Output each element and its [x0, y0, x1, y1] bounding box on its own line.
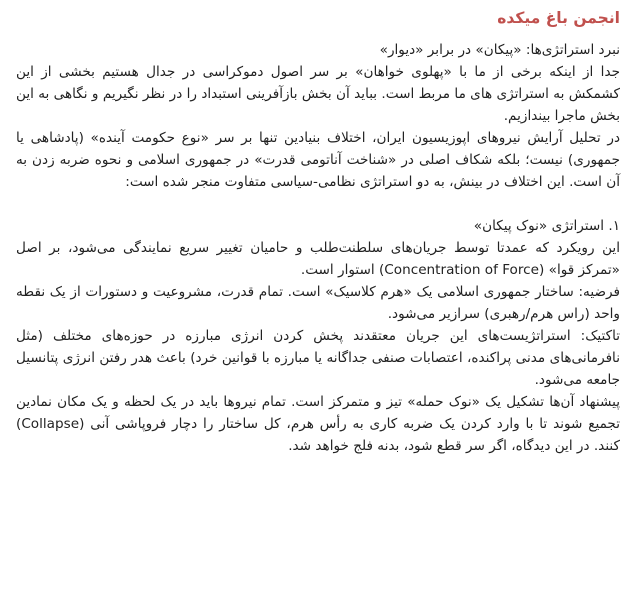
intro-heading: نبرد استراتژی‌ها: «پیکان» در برابر «دیوار» [379, 42, 620, 58]
intro-paragraph-2: در تحلیل آرایش نیروهای اپوزیسیون ایران، اختلاف بنیادین تنها بر سر «نوع حکومت آینده» (پادشاهی یا جمهوری) نیست؛ بلکه شکاف اصلی در «شناخت آناتومی قدرت» در جمهوری اسلامی و نحوه ضربه زدن به آن است. این اختلاف در بینش، به دو استراتژی نظامی-سیاسی متفاوت منجر شده است: [16, 130, 620, 190]
section-1-paragraph: این رویکرد که عمدتا توسط جریان‌های سلطنت‌طلب و حامیان تغییر سریع نمایندگی می‌شود، بر اصل «تمرکز قوا» (Concentration of Force) استوار است. [16, 240, 620, 278]
section-1-tactic: تاکتیک: استراتژیست‌های این جریان معتقدند پخش کردن انرژی مبارزه در حوزه‌های مختلف (مثل نافرمانی‌های مدنی پراکنده، اعتصابات صنفی جداگانه یا مبارزه با قوانین خرد) باعث هدر رفتن انرژی پتانسیل جامعه می‌شود. [16, 328, 620, 388]
post-body [16, 39, 620, 457]
forum-title[interactable]: انجمن باغ میکده [497, 9, 620, 27]
paragraph-gap [16, 193, 620, 215]
section-1-heading: ۱. استراتژی «نوک پیکان» [473, 218, 620, 234]
section-1-proposal: پیشنهاد آن‌ها تشکیل یک «نوک حمله» تیز و متمرکز است. تمام نیروها باید در یک لحظه و یک مکان نمادین تجمیع شوند تا با وارد کردن یک ضربه کاری به رأس هرم، کل ساختار را دچار فروپاشی آنی (Collapse) کنند. در این دیدگاه، اگر سر قطع شود، بدنه فلج خواهد شد. [16, 394, 620, 454]
section-1-premise: فرضیه: ساختار جمهوری اسلامی یک «هرم کلاسیک» است. تمام قدرت، مشروعیت و دستورات از یک نقطه واحد (راس هرم/رهبری) سرازیر می‌شود. [16, 284, 620, 322]
intro-paragraph-1: جدا از اینکه برخی از ما با «پهلوی خواهان» بر سر اصول دموکراسی در جدال هستیم بخشی از این کشمکش به استراتژی های ما مربط است. بباید آن بخش بازآفرینی استبداد را در نظر نگیریم و نگاهی به این بخش ماجرا بیندازیم. [16, 64, 620, 124]
